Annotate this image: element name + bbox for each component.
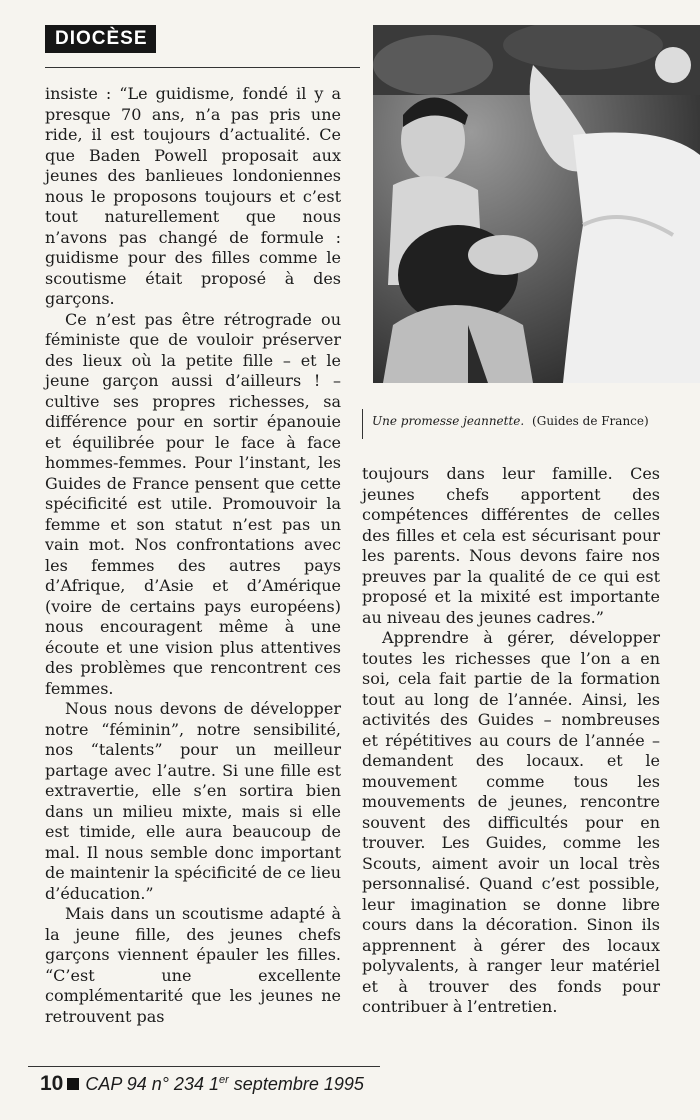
footer-rule — [28, 1066, 380, 1067]
page-number: 10 — [40, 1072, 64, 1095]
paragraph: Mais dans un scoutisme adapté à la jeune fille, des jeunes chefs garçons viennent épauler les filles. “C’est une excellente complémentarité que les jeunes ne retrouvent pas — [45, 904, 341, 1026]
issue-label: CAP 94 n° 234 — [85, 1074, 204, 1094]
caption-bar — [362, 409, 363, 439]
article-column-left — [45, 84, 341, 1027]
header-rule — [45, 67, 360, 68]
article-column-right — [362, 464, 660, 1018]
page-footer — [40, 1068, 364, 1096]
caption-credit: (Guides de France) — [532, 414, 649, 428]
issue-date-sup: er — [219, 1074, 229, 1086]
paragraph: Nous nous devons de développer notre “féminin”, notre sensibilité, nos “talents” pour un meilleur partage avec l’autre. Si une fille est extravertie, elle s’en sortira bien dans un milieu mixte, mais si elle est timide, elle aura beaucoup de mal. Il nous semble donc important de maintenir la spécificité de ce lieu d’éducation.” — [45, 699, 341, 903]
photo-image — [373, 25, 700, 383]
paragraph: Ce n’est pas être rétrograde ou féministe que de vouloir préserver des lieux où la petite fille – et le jeune garçon aussi d’ailleurs ! – cultive ses propres richesses, sa différence pour en sortir épanouie et équilibrée pour le face à face hommes-femmes. Pour l’instant, les Guides de France pensent que cette spécificité est utile. Promouvoir la femme et son statut n’est pas un vain mot. Nos confrontations avec les femmes des autres pays d’Afrique, d’Asie et d’Amérique (voire de certains pays européens) nous encouragent même à une écoute et une vision plus attentives des problèmes que rencontrent ces femmes. — [45, 309, 341, 698]
paragraph: insiste : “Le guidisme, fondé il y a presque 70 ans, n’a pas pris une ride, il est toujours d’actualité. Ce que Baden Powell proposait aux jeunes des banlieues londoniennes nous le proposons toujours et c’est tout naturellement que nous n’avons pas changé de formule : guidisme pour des filles comme le scoutisme était proposé à des garçons. — [45, 84, 341, 308]
section-tag: DIOCÈSE — [45, 25, 156, 53]
photo-guides-promise — [373, 25, 700, 383]
square-bullet-icon — [67, 1078, 79, 1090]
caption-title: Une promesse jeannette. — [372, 414, 525, 428]
issue-date-day: 1 — [208, 1074, 219, 1094]
paragraph: toujours dans leur famille. Ces jeunes chefs apportent des compétences différentes de celles des filles et cela est sécurisant pour les parents. Nous devons faire nos preuves par la qualité de ce qui est proposé et la mixité est importante au niveau des jeunes cadres.” — [362, 464, 660, 627]
paragraph: Apprendre à gérer, développer toutes les richesses que l’on a en soi, cela fait partie de la formation tout au long de l’année. Ainsi, les activités des Guides – nombreuses et répétitives au cours de l’année – demandent des locaux. et le mouvement comme tous les mouvements de jeunes, rencontre souvent des difficultés pour en trouver. Les Guides, comme les Scouts, aiment avoir un local très personnalisé. Quand c’est possible, leur imagination se donne libre cours dans la décoration. Sinon ils apprennent à gérer des locaux polyvalents, à ranger leur matériel et à trouver des fonds pour contribuer à l’entretien. — [362, 628, 660, 1016]
photo-caption — [362, 405, 692, 437]
issue-date-rest: septembre 1995 — [233, 1074, 364, 1094]
